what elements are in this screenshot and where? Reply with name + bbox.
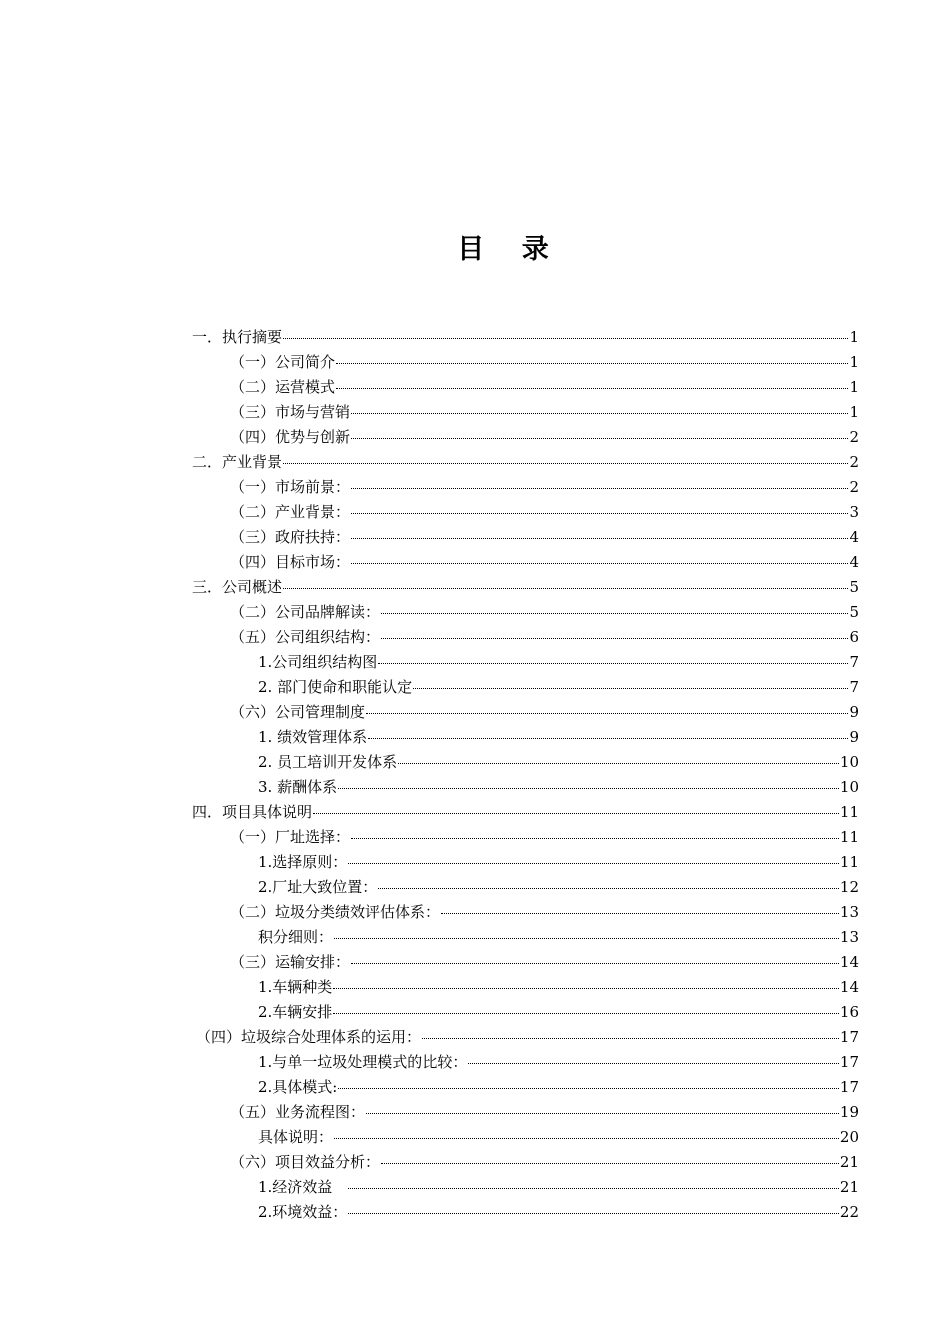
toc-entry-page: 11 bbox=[839, 828, 859, 846]
dot-leader bbox=[351, 563, 848, 564]
toc-entry-page: 4 bbox=[849, 553, 859, 571]
toc-entry-page: 21 bbox=[839, 1178, 859, 1196]
dot-leader bbox=[351, 838, 839, 839]
toc-entry-label: （四）优势与创新 bbox=[230, 428, 351, 446]
toc-entry[interactable] bbox=[258, 850, 859, 875]
dot-leader bbox=[381, 613, 848, 614]
toc-entry[interactable] bbox=[258, 1200, 859, 1225]
dot-leader bbox=[348, 1188, 839, 1189]
dot-leader bbox=[351, 963, 839, 964]
toc-entry-page: 2 bbox=[849, 453, 859, 471]
toc-entry[interactable] bbox=[230, 525, 859, 550]
toc-entry-label: （四）垃圾综合处理体系的运用： bbox=[196, 1028, 422, 1046]
toc-entry-page: 13 bbox=[839, 903, 859, 921]
toc-entry-page: 10 bbox=[839, 778, 859, 796]
toc-entry-label: （五）业务流程图： bbox=[230, 1103, 366, 1121]
toc-entry-label: （二）运营模式 bbox=[230, 378, 336, 396]
dot-leader bbox=[413, 688, 848, 689]
toc-entry[interactable] bbox=[258, 750, 859, 775]
toc-entry-page: 17 bbox=[839, 1028, 859, 1046]
dot-leader bbox=[283, 463, 848, 464]
toc-entry[interactable] bbox=[230, 950, 859, 975]
toc-entry[interactable] bbox=[192, 575, 859, 600]
dot-leader bbox=[348, 1213, 839, 1214]
toc-entry-page: 21 bbox=[839, 1153, 859, 1171]
toc-entry[interactable] bbox=[230, 1100, 859, 1125]
toc-entry[interactable] bbox=[258, 1125, 859, 1150]
dot-leader bbox=[338, 1088, 839, 1089]
toc-entry-label: 一．执行摘要 bbox=[192, 328, 283, 346]
toc-entry-page: 1 bbox=[849, 378, 859, 396]
toc-entry-label: 2.厂址大致位置： bbox=[258, 878, 378, 896]
toc-title: 目 录 bbox=[457, 234, 563, 265]
dot-leader bbox=[283, 588, 848, 589]
toc-entry[interactable] bbox=[258, 975, 859, 1000]
dot-leader bbox=[366, 713, 848, 714]
toc-entry-page: 2 bbox=[849, 428, 859, 446]
dot-leader bbox=[351, 438, 848, 439]
toc-entry-page: 14 bbox=[839, 978, 859, 996]
dot-leader bbox=[336, 388, 848, 389]
toc-entry[interactable] bbox=[230, 1150, 859, 1175]
toc-entry[interactable] bbox=[192, 450, 859, 475]
toc-entry-label: 1.车辆种类 bbox=[258, 978, 333, 996]
toc-entry-page: 13 bbox=[839, 928, 859, 946]
toc-entry-label: 1. 绩效管理体系 bbox=[258, 728, 368, 746]
dot-leader bbox=[378, 888, 839, 889]
toc-entry-page: 19 bbox=[839, 1103, 859, 1121]
dot-leader bbox=[336, 363, 848, 364]
toc-entry-page: 17 bbox=[839, 1078, 859, 1096]
toc-entry[interactable] bbox=[230, 500, 859, 525]
toc-entry-page: 4 bbox=[849, 528, 859, 546]
toc-entry[interactable] bbox=[258, 1000, 859, 1025]
toc-entry-page: 7 bbox=[849, 653, 859, 671]
toc-entry-label: 1.公司组织结构图 bbox=[258, 653, 378, 671]
toc-entry-label: 三．公司概述 bbox=[192, 578, 283, 596]
toc-entry[interactable] bbox=[230, 600, 859, 625]
toc-entry[interactable] bbox=[230, 625, 859, 650]
toc-entry-page: 5 bbox=[849, 578, 859, 596]
toc-entry[interactable] bbox=[230, 350, 859, 375]
dot-leader bbox=[441, 913, 839, 914]
toc-entry-label: 1.与单一垃圾处理模式的比较： bbox=[258, 1053, 468, 1071]
dot-leader bbox=[351, 488, 848, 489]
toc-entry[interactable] bbox=[230, 825, 859, 850]
toc-entry-label: （四）目标市场： bbox=[230, 553, 351, 571]
toc-entry-page: 11 bbox=[839, 853, 859, 871]
dot-leader bbox=[334, 938, 839, 939]
toc-entry[interactable] bbox=[230, 375, 859, 400]
toc-entry-label: （六）公司管理制度 bbox=[230, 703, 366, 721]
toc-entry-page: 17 bbox=[839, 1053, 859, 1071]
toc-entry[interactable] bbox=[258, 725, 859, 750]
toc-entry-page: 9 bbox=[849, 703, 859, 721]
toc-entry-page: 14 bbox=[839, 953, 859, 971]
toc-entry[interactable] bbox=[196, 1025, 859, 1050]
toc-entry-label: （六）项目效益分析： bbox=[230, 1153, 381, 1171]
toc-entry-page: 1 bbox=[849, 403, 859, 421]
toc-entry-page: 7 bbox=[849, 678, 859, 696]
dot-leader bbox=[422, 1038, 839, 1039]
dot-leader bbox=[366, 1113, 839, 1114]
toc-entry-label: 2.车辆安排 bbox=[258, 1003, 333, 1021]
toc-entry-page: 2 bbox=[849, 478, 859, 496]
toc-entry-page: 11 bbox=[839, 803, 859, 821]
dot-leader bbox=[351, 538, 848, 539]
toc-entry[interactable] bbox=[258, 775, 859, 800]
toc-entry-page: 9 bbox=[849, 728, 859, 746]
toc-entry[interactable] bbox=[230, 400, 859, 425]
toc-entry-page: 22 bbox=[839, 1203, 859, 1221]
toc-entry-label: （一）厂址选择： bbox=[230, 828, 351, 846]
toc-entry-label: （一）公司简介 bbox=[230, 353, 336, 371]
toc-entry[interactable] bbox=[258, 675, 859, 700]
toc-entry[interactable] bbox=[192, 325, 859, 350]
dot-leader bbox=[333, 988, 839, 989]
dot-leader bbox=[381, 638, 848, 639]
toc-entry-page: 6 bbox=[849, 628, 859, 646]
toc-entry[interactable] bbox=[258, 1050, 859, 1075]
toc-entry-page: 5 bbox=[849, 603, 859, 621]
toc-entry-label: 1.选择原则： bbox=[258, 853, 348, 871]
dot-leader bbox=[368, 738, 848, 739]
toc-entry-label: （三）运输安排： bbox=[230, 953, 351, 971]
toc-entry-page: 1 bbox=[849, 353, 859, 371]
toc-entry-page: 3 bbox=[849, 503, 859, 521]
toc-entry-label: （五）公司组织结构： bbox=[230, 628, 381, 646]
dot-leader bbox=[338, 788, 839, 789]
toc-entry-label: 2.具体模式: bbox=[258, 1078, 338, 1096]
toc-entry-label: （二）垃圾分类绩效评估体系： bbox=[230, 903, 441, 921]
toc-entry-label: 1.经济效益 bbox=[258, 1178, 347, 1196]
dot-leader bbox=[283, 338, 848, 339]
toc-entry-page: 10 bbox=[839, 753, 859, 771]
dot-leader bbox=[333, 1013, 839, 1014]
toc-entry-page: 12 bbox=[839, 878, 859, 896]
toc-entry-label: 积分细则： bbox=[258, 928, 334, 946]
toc-entry[interactable] bbox=[258, 650, 859, 675]
toc-entry[interactable] bbox=[258, 1075, 859, 1100]
dot-leader bbox=[398, 763, 839, 764]
dot-leader bbox=[378, 663, 848, 664]
toc-entry-page: 1 bbox=[849, 328, 859, 346]
toc-entry-label: （二）公司品牌解读： bbox=[230, 603, 381, 621]
toc-entry[interactable] bbox=[192, 800, 859, 825]
dot-leader bbox=[351, 413, 848, 414]
dot-leader bbox=[334, 1138, 839, 1139]
toc-entry-label: 2.环境效益： bbox=[258, 1203, 348, 1221]
toc-entry-label: 2. 部门使命和职能认定 bbox=[258, 678, 413, 696]
toc-entry-label: （二）产业背景： bbox=[230, 503, 351, 521]
toc-entry-label: （三）政府扶持： bbox=[230, 528, 351, 546]
toc-entry[interactable] bbox=[258, 1175, 859, 1200]
dot-leader bbox=[381, 1163, 839, 1164]
toc-entry-label: 四．项目具体说明 bbox=[192, 803, 313, 821]
dot-leader bbox=[468, 1063, 839, 1064]
toc-entry[interactable] bbox=[230, 900, 859, 925]
toc-entry[interactable] bbox=[230, 475, 859, 500]
toc-entry[interactable] bbox=[230, 425, 859, 450]
toc-entry-page: 16 bbox=[839, 1003, 859, 1021]
toc-entry[interactable] bbox=[258, 875, 859, 900]
toc-entry-label: 3. 薪酬体系 bbox=[258, 778, 338, 796]
toc-entry[interactable] bbox=[230, 700, 859, 725]
toc-entry-label: 2. 员工培训开发体系 bbox=[258, 753, 398, 771]
toc-entry-page: 20 bbox=[839, 1128, 859, 1146]
toc-entry-label: 二．产业背景 bbox=[192, 453, 283, 471]
toc-entry-label: （三）市场与营销 bbox=[230, 403, 351, 421]
dot-leader bbox=[313, 813, 839, 814]
dot-leader bbox=[348, 863, 839, 864]
toc-entry[interactable] bbox=[230, 550, 859, 575]
toc-entry-label: 具体说明： bbox=[258, 1128, 334, 1146]
toc-entry-label: （一）市场前景： bbox=[230, 478, 351, 496]
dot-leader bbox=[351, 513, 848, 514]
toc-entry[interactable] bbox=[258, 925, 859, 950]
